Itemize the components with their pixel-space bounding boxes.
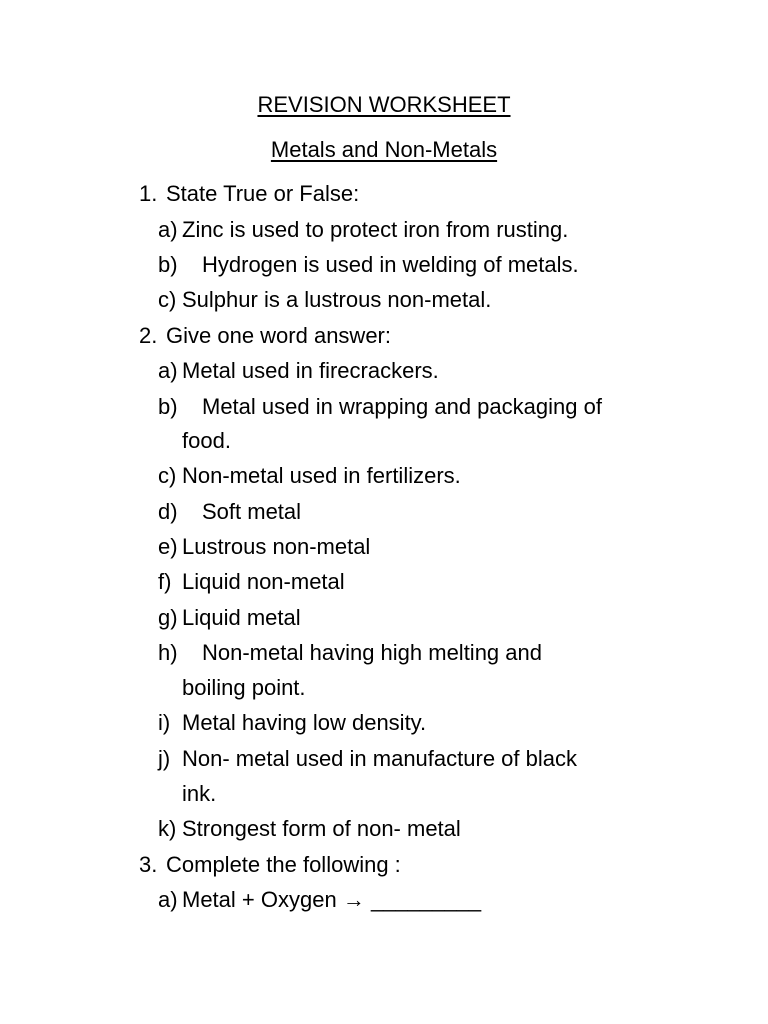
question-number: 1.	[139, 181, 158, 206]
item-text: Metal used in wrapping and packaging of	[202, 394, 602, 419]
item-text	[182, 887, 481, 913]
question-number: 2.	[139, 323, 158, 348]
item-label: k)	[158, 816, 177, 841]
item-label: g)	[158, 605, 178, 630]
item-label: b)	[158, 252, 178, 277]
item-label: c)	[158, 463, 177, 488]
item-label: a)	[158, 887, 178, 912]
question-text: State True or False:	[166, 181, 360, 206]
item-text: Non- metal used in manufacture of black	[182, 746, 577, 771]
item-text: food.	[182, 428, 231, 453]
answer-blank: _________	[370, 887, 482, 912]
item-label: j)	[158, 746, 171, 771]
item-text: Metal having low density.	[182, 710, 427, 735]
item-text: boiling point.	[182, 675, 306, 700]
item-text: ink.	[182, 781, 217, 806]
item-text: Lustrous non-metal	[182, 534, 371, 559]
item-label: a)	[158, 217, 178, 242]
question-number: 3.	[139, 852, 158, 877]
item-label: i)	[158, 710, 171, 735]
question-text: Complete the following :	[166, 852, 401, 877]
item-text: Metal used in firecrackers.	[182, 358, 439, 383]
item-text: Strongest form of non- metal	[182, 816, 461, 841]
question-text: Give one word answer:	[166, 323, 391, 348]
equation-text: Metal + Oxygen	[182, 887, 337, 912]
item-text: Non-metal used in fertilizers.	[182, 463, 461, 488]
item-text: Sulphur is a lustrous non-metal.	[182, 287, 492, 312]
item-label: d)	[158, 499, 178, 524]
item-label: f)	[158, 569, 172, 594]
item-text: Liquid non-metal	[182, 569, 345, 594]
item-text: Non-metal having high melting and	[202, 640, 542, 665]
item-label: e)	[158, 534, 178, 559]
item-text: Soft metal	[202, 499, 302, 524]
item-label: a)	[158, 358, 178, 383]
item-label: c)	[158, 287, 177, 312]
arrow-right-icon: →	[342, 887, 365, 912]
item-text: Zinc is used to protect iron from rusting.	[182, 217, 569, 242]
item-text: Hydrogen is used in welding of metals.	[202, 252, 579, 277]
item-label: b)	[158, 394, 178, 419]
worksheet-title: REVISION WORKSHEET	[257, 92, 511, 117]
item-label: h)	[158, 640, 178, 665]
item-text: Liquid metal	[182, 605, 301, 630]
worksheet-subtitle: Metals and Non-Metals	[270, 137, 498, 162]
